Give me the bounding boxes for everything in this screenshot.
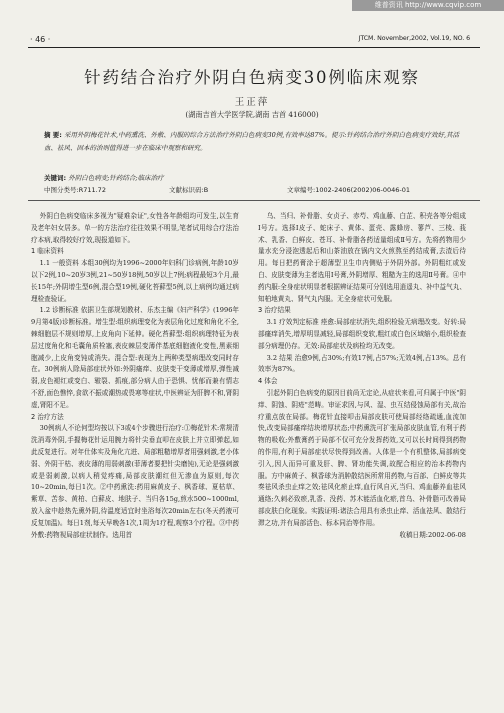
article-number: 文章编号:1002-2406(2002)06-0046-01: [287, 186, 411, 194]
abstract-label: 摘 要:: [44, 131, 62, 139]
doc-code: 文献标识码:B: [169, 186, 209, 194]
paragraph: 乌、当归、补骨脂、女贞子、赤芍、鸡血藤、白芷、积壳各等分组成Ⅰ号方。选择Ⅰ皮子、蛇床子、黄体、蛋壳、露蜂房、蓼芦、三棱、莪术、乳香、白鲜皮、苍耳、补骨脂各药适量组成Ⅱ号方。先将药物用少量水充分浸泡透起后和山茶油放在锅内文火煎熬至药结成膏,去渣后待用。每日把药膏涂于超薄型卫生巾内侧贴于外阴外部。外阴粗红或发白、皮肤变薄为主者选用Ⅰ号膏,外阴增厚、粗糙为主的选用Ⅱ号膏。④中药内服:全身症状明显者根据辨证结果可分别选用逍遥丸、补中益气丸、知柏地黄丸、肾气丸内服。无全身症状可免服。: [258, 212, 466, 303]
abstract-text: 采用外阴梅花针术,中药熏洗、外敷、内服的综合方法治疗外阴白色病变30例,有效率达87%。提示:针药结合治疗外阴白色病变疗效好,其活血、祛风、固本的治则值得进一步在临床中观察和研究。: [44, 131, 460, 152]
keywords-label: 关键词:: [44, 174, 67, 182]
header-rule: [28, 47, 480, 48]
abstract-rule: [28, 200, 480, 201]
paragraph: 1.2 诊断标准 依据卫生部规划教材、乐杰主编《妇产科学》(1996年9月第4版)诊断标准。增生型:组织病理变化为表层角化过度和角化不全,棘细胞层不规则增厚,上皮角向下延伸。硬化苔藓型:组织病理特征为表层过度角化和毛囊角质栓塞,表皮棘层变薄伴基底细胞液化变性,黑素细胞减少,上皮角变钝或消失。混合型:表现为上两种类型病理改变同时存在。30例病人除局部症状外如:外阴瘙痒、皮肤变干变薄或增厚,弹性减弱,皮色褪红或变白、皲裂、抓痕,部分病人由于恐惧、忧郁而兼有情志不舒,面色憔悴,食欲不振或潮热或畏寒等症状,中医辨证为肝脾不和,肾阴虚,肾阳不足。: [31, 306, 239, 409]
paragraph: 1.1 一般资料 本组30例均为1996~2000年妇科门诊病例,年龄10岁以下2例,10~20岁3例,21~50岁18例,50岁以上7例;病程最短3个月,最长15年;外阴增生型6例,混合型19例,硬化苔藓型5例,以上病例均通过病理检查验证。: [31, 259, 239, 303]
abstract: [44, 129, 462, 154]
keywords-text: 外阴白色病变;针药结合;临床治疗: [68, 174, 164, 182]
watermark-badge: 维普资讯 http://www.cqvip.com: [352, 0, 504, 11]
clc-code: 中图分类号:R711.72: [44, 186, 106, 194]
paragraph: 30例病人不论何型均按以下3或4个步骤进行治疗:①梅花针术:常规清洗消毒外阴,手握梅花针运用腕力将针尖垂直叩在皮肤上并立即弹起,如此反复进行。对年仕体实及角化亢进、局部粗糙增厚者用强刺激,老小体弱、外阴干枯、表皮薄的用弱刺激(菲薄者要把针尖磨钝),无论是强刺激或是弱刺激,以病人稍觉疼痛,局部皮肤潮红但无渗血为原则,每次10~20min,每日1次。②中药熏洗:药用麻黄皮子、枫香球、夏枯草、紫草、苦参、黄柏、白藓皮、地肤子、当归各15g,煎水500~1000ml,放入盆中趁热先熏外阴,待温度适宜时坐浴每次20min左右(冬天药液可反复加温)。每日1剂,每天早晚各1次,1周为1疗程,观察3个疗程。③中药外敷:药物视局部症状制作。选用首: [31, 424, 239, 539]
classification-line: [44, 185, 474, 194]
section-heading: 2 治疗方法: [31, 412, 64, 421]
author: 王正萍: [234, 97, 270, 108]
paragraph: 3.1 疗效判定标准 痊愈:局部症状消失,组织检验无病理改变。好转:局部瘙痒消失,增厚明显减轻,局部组织变软,粗红或白色区域缩小,组织检查部分病理仍存。无效:局部症状及病检均无改变。: [258, 318, 466, 350]
section-heading: 4 体会: [258, 377, 278, 386]
page-number: · 46 ·: [30, 35, 51, 44]
left-column: [31, 211, 239, 541]
received-date: 收稿日期:2002-06-08: [399, 530, 466, 539]
article-title: 针药结合治疗外阴白色病变30例临床观察: [84, 68, 420, 87]
section-heading: 3 治疗结果: [258, 306, 291, 315]
paragraph: 外阴白色病变临床多视为"疑难杂证",女性各年龄组均可发生,以生育及老年妇女居多。单一的方法治疗往往效果不明显,笔者试用综合疗法治疗本病,取得较好疗效,现报道如下。: [31, 212, 239, 244]
journal-header: JTCM. November,2002, Vol.19, NO. 6: [358, 35, 470, 42]
affiliation: (湖南吉首大学医学院,湖南 吉首 416000): [185, 110, 319, 119]
paragraph: 3.2 结果 治愈9例,占30%;有效17例,占57%;无效4例,占13%。总有效率为87%。: [258, 353, 466, 374]
right-column: [258, 211, 466, 541]
section-heading: 1 临床资料: [31, 247, 64, 256]
keywords: [44, 172, 462, 185]
paragraph: 引起外阴白色病变的原因目前尚无定论,从症状来看,可归属于中医"阴痒、阴蚀、阴疮"范畴。审证求因,与风、湿、虫互结侵蚀局部有关,故治疗重点放在局部。梅花针直接叩击局部皮肤可使局部经络疏通,血流加快,改变局部瘙痒结块增厚状态;中药熏洗可扩张局部皮肤血管,有利于药物的吸收;外敷膏药于局部不仅可充分发挥药效,又可以长时间得到药物的作用,有利于局部症状尽快得到改善。人体是一个有机整体,局部病变引入,因人而异可重及肝、脾、肾功能失调,故配合相应的治本药物内服。方中麻黄子、枫香球为消肿散结医所常用药物,与百部、白鲜皮等共奏祛风杀虫止痒之效;祛风化瘀止痒,血行风自灭,当归、鸡血藤养血祛风通络;久刺必致瘀,乳香、没药、苏木能活血化瘀,首乌、补骨脂可改善局部皮肤白化现象。实践证明:诸法合用具有杀虫止痒、活血祛风、散结行滞之功,并有局部活色、标本同治等作用。: [258, 388, 466, 527]
